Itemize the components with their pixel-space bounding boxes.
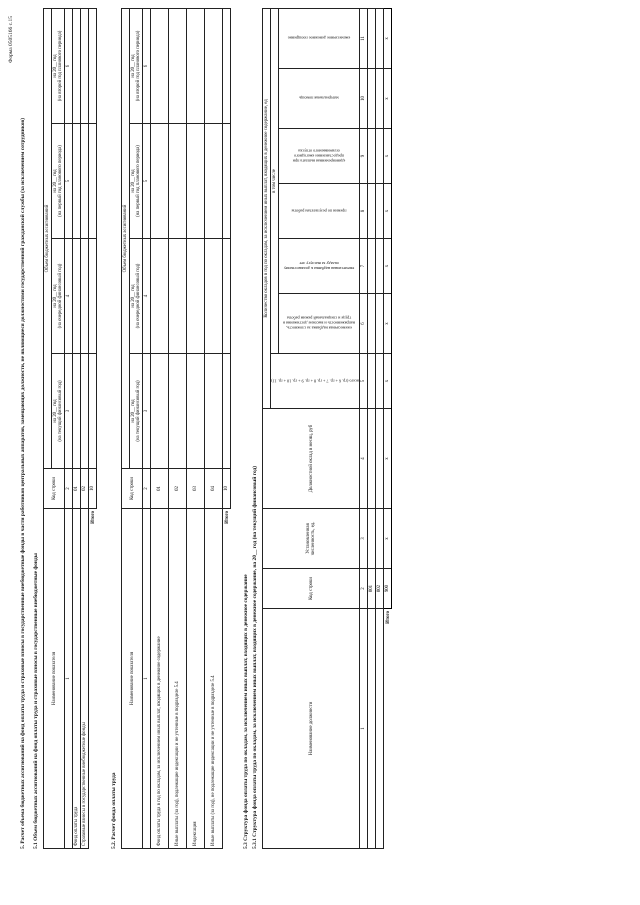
col-name-header: Наименование показателя (122, 509, 143, 849)
col-total-header: всего (гр. 6 + гр. 7 + гр. 8 + гр. 9 + гр. 10 + гр. 11) (271, 354, 360, 409)
value-cell[interactable] (376, 409, 384, 509)
value-cell[interactable] (73, 239, 81, 354)
total-code: 10 (89, 469, 97, 509)
total-row (223, 8, 231, 848)
value-cell[interactable] (368, 294, 376, 354)
col-number: 10 (360, 69, 368, 129)
value-cell[interactable] (205, 124, 223, 239)
value-cell[interactable] (169, 124, 187, 239)
table-row (73, 8, 81, 848)
value-cell[interactable] (89, 8, 97, 123)
x-mark: х (384, 354, 392, 409)
col-number: 2 (143, 469, 151, 509)
row-name: Индексация (187, 509, 205, 849)
section-5-3-title: 5.3 Структура фонда оплаты труда по окладам, за исключением иных выплат, входящих в денежное содержание (243, 574, 250, 849)
col-name-header: Наименование показателя (44, 509, 65, 849)
section-5-2 (111, 22, 231, 849)
row-code: 002 (376, 569, 384, 609)
x-mark: х (384, 184, 392, 239)
col-number: 9 (360, 129, 368, 184)
col-code-header: Код строки (44, 469, 65, 509)
x-mark: х (384, 294, 392, 354)
value-cell[interactable] (376, 129, 384, 184)
value-cell[interactable] (368, 239, 376, 294)
col-number: 6 (65, 8, 73, 123)
table-row (376, 8, 384, 848)
year-header: на 20__ год (на первый год планового периода) (52, 124, 65, 239)
x-mark: х (384, 239, 392, 294)
total-label: Итого (224, 511, 230, 524)
value-cell[interactable] (187, 8, 205, 123)
col-volume-header: Объем бюджетных ассигнований (44, 8, 52, 468)
col-number: 4 (143, 239, 151, 354)
col-number: 6 (360, 294, 368, 354)
table-5-3-1 (262, 8, 392, 849)
col-number: 7 (360, 239, 368, 294)
col-number: 3 (360, 509, 368, 569)
value-cell[interactable] (151, 239, 169, 354)
value-cell[interactable] (89, 239, 97, 354)
x-mark: х (384, 69, 392, 129)
col-volume-header: Объем бюджетных ассигнований (122, 8, 130, 468)
column-numbers-row (65, 8, 73, 848)
total-label: Итого (385, 611, 391, 624)
sub-col-header: ежемесячная надбавка за сложность, напряженность и высокие достижения в труде и специальный режим работы (279, 294, 360, 354)
value-cell[interactable] (187, 239, 205, 354)
total-label: Итого (90, 511, 96, 524)
year-header: на 20__ год (на второй год планового периода) (130, 8, 143, 123)
column-numbers-row (143, 8, 151, 848)
sub-col-header: ежемесячное денежное поощрение (279, 8, 360, 68)
col-number: 2 (360, 569, 368, 609)
total-code: 10 (223, 469, 231, 509)
sub-col-header: ежемесячная надбавка к должностному окладу за выслугу лет (279, 239, 360, 294)
row-name: Иные выплаты (за год), подлежащие индексации и не учтенные в подразделе 5.4 (169, 509, 187, 849)
col-number: 3 (143, 354, 151, 469)
value-cell[interactable] (368, 409, 376, 509)
row-code: 001 (368, 569, 376, 609)
table-row (205, 8, 223, 848)
row-name: Фонд оплаты труда в год по окладам, за исключением иных выплат, входящих в денежное содержание (151, 509, 169, 849)
year-header: на 20__ год (на первый год планового периода) (130, 124, 143, 239)
value-cell[interactable] (89, 124, 97, 239)
year-header: на 20__ год (на очередной финансовый год) (130, 239, 143, 354)
col-number: 4 (360, 409, 368, 509)
value-cell[interactable] (151, 124, 169, 239)
sub-col-header: единовременная выплата при предоставлении ежегодного оплачиваемого отпуска (279, 129, 360, 184)
table-row (187, 8, 205, 848)
value-cell[interactable] (151, 8, 169, 123)
section-5-1 (33, 22, 97, 849)
value-cell[interactable] (205, 354, 223, 469)
value-cell[interactable] (368, 509, 376, 569)
table-row (368, 8, 376, 848)
value-cell[interactable] (376, 184, 384, 239)
year-header: на 20__ год (на второй год планового периода) (52, 8, 65, 123)
x-mark: х (384, 129, 392, 184)
value-cell[interactable] (169, 8, 187, 123)
row-name: Иные выплаты (за год), не подлежащие индексации и не учтенные в подразделе 5.4 (205, 509, 223, 849)
value-cell[interactable] (223, 124, 231, 239)
row-code: 01 (73, 469, 81, 509)
value-cell[interactable] (223, 8, 231, 123)
value-cell[interactable] (368, 69, 376, 129)
row-code: 02 (169, 469, 187, 509)
value-cell[interactable] (73, 354, 81, 469)
table-row (151, 8, 169, 848)
sub-col-header: материальная помощь (279, 69, 360, 129)
row-name: Страховые взносы в государственные внебюджетные фонды (81, 509, 89, 849)
value-cell[interactable] (81, 239, 89, 354)
value-cell[interactable] (205, 8, 223, 123)
col-code-header: Код строки (263, 569, 360, 609)
row-name: Фонд оплаты труда (73, 509, 81, 849)
column-numbers-row (360, 8, 368, 848)
value-cell[interactable] (223, 354, 231, 469)
value-cell[interactable] (376, 509, 384, 569)
total-row (384, 8, 392, 848)
row-code: 01 (151, 469, 169, 509)
total-code: 900 (384, 569, 392, 609)
value-cell[interactable] (376, 609, 384, 849)
col-number: 11 (360, 8, 368, 68)
value-cell[interactable] (368, 184, 376, 239)
col-number: 8 (360, 184, 368, 239)
x-mark: х (384, 8, 392, 68)
table-5-1 (43, 8, 97, 849)
x-mark: х (384, 409, 392, 509)
col-number: 6 (143, 8, 151, 123)
value-cell[interactable] (368, 8, 376, 68)
value-cell[interactable] (89, 354, 97, 469)
year-header: на 20__ год (на текущий финансовый год) (130, 354, 143, 469)
value-cell[interactable] (223, 239, 231, 354)
value-cell[interactable] (376, 239, 384, 294)
col-incl-header: в том числе (271, 8, 279, 353)
value-cell[interactable] (151, 354, 169, 469)
col-number: 5 (360, 354, 368, 409)
sub-col-header: премии по результатам работы (279, 184, 360, 239)
table-5-2 (121, 8, 231, 849)
col-staff-header: Установленная численность, ед. (263, 509, 360, 569)
row-code: 03 (187, 469, 205, 509)
value-cell[interactable] (81, 124, 89, 239)
value-cell[interactable] (376, 69, 384, 129)
value-cell[interactable] (187, 354, 205, 469)
col-code-header: Код строки (122, 469, 143, 509)
year-header: на 20__ год (на текущий финансовый год) (52, 354, 65, 469)
value-cell[interactable] (368, 354, 376, 409)
col-number: 5 (65, 124, 73, 239)
value-cell[interactable] (368, 609, 376, 849)
row-code: 02 (81, 469, 89, 509)
value-cell[interactable] (73, 124, 81, 239)
section-heading: 5. Расчет объема бюджетных ассигнований на фонд оплаты труда и страховые взносы в государственные внебюджетные фонды в части работников центральных аппаратов, замещающих должности, не являющиеся должностями государственной гражданской службы (за исключением сотрудников) (20, 117, 26, 849)
section-5-3 (243, 22, 392, 849)
x-mark: х (384, 509, 392, 569)
col-qty-header: Количество окладов в год по окладам, за исключением иных выплат, входящих в денежное содержание, ед (263, 8, 271, 408)
total-row (89, 8, 97, 848)
form-code: Форма 0505166 с.15 (8, 16, 14, 63)
col-number: 1 (143, 509, 151, 849)
col-number: 1 (360, 609, 368, 849)
col-number: 1 (65, 509, 73, 849)
col-number: 3 (65, 354, 73, 469)
section-5-1-title: 5.1 Объем бюджетных ассигнований на фонд оплаты труда и страховые взносы в государственные внебюджетные фонды (33, 553, 40, 849)
row-code: 04 (205, 469, 223, 509)
value-cell[interactable] (368, 129, 376, 184)
col-salary-header: Должностной оклад в месяц, руб (263, 409, 360, 509)
col-number: 5 (143, 124, 151, 239)
section-5-2-title: 5.2. Расчет фонда оплаты труда (111, 772, 118, 849)
value-cell[interactable] (81, 354, 89, 469)
value-cell[interactable] (205, 239, 223, 354)
value-cell[interactable] (73, 8, 81, 123)
value-cell[interactable] (376, 354, 384, 409)
value-cell[interactable] (376, 8, 384, 68)
col-number: 2 (65, 469, 73, 509)
col-position-header: Наименование должности (263, 609, 360, 849)
value-cell[interactable] (169, 239, 187, 354)
value-cell[interactable] (169, 354, 187, 469)
value-cell[interactable] (376, 294, 384, 354)
value-cell[interactable] (187, 124, 205, 239)
table-row (81, 8, 89, 848)
year-header: на 20__ год (на очередной финансовый год) (52, 239, 65, 354)
section-5-3-1-title: 5.3.1 Структура фонда оплаты труда по окладам, за исключением иных выплат, входящих в денежное содержание, на 20__ год (на текущий финансовый год) (252, 465, 259, 849)
value-cell[interactable] (81, 8, 89, 123)
table-row (169, 8, 187, 848)
col-number: 4 (65, 239, 73, 354)
